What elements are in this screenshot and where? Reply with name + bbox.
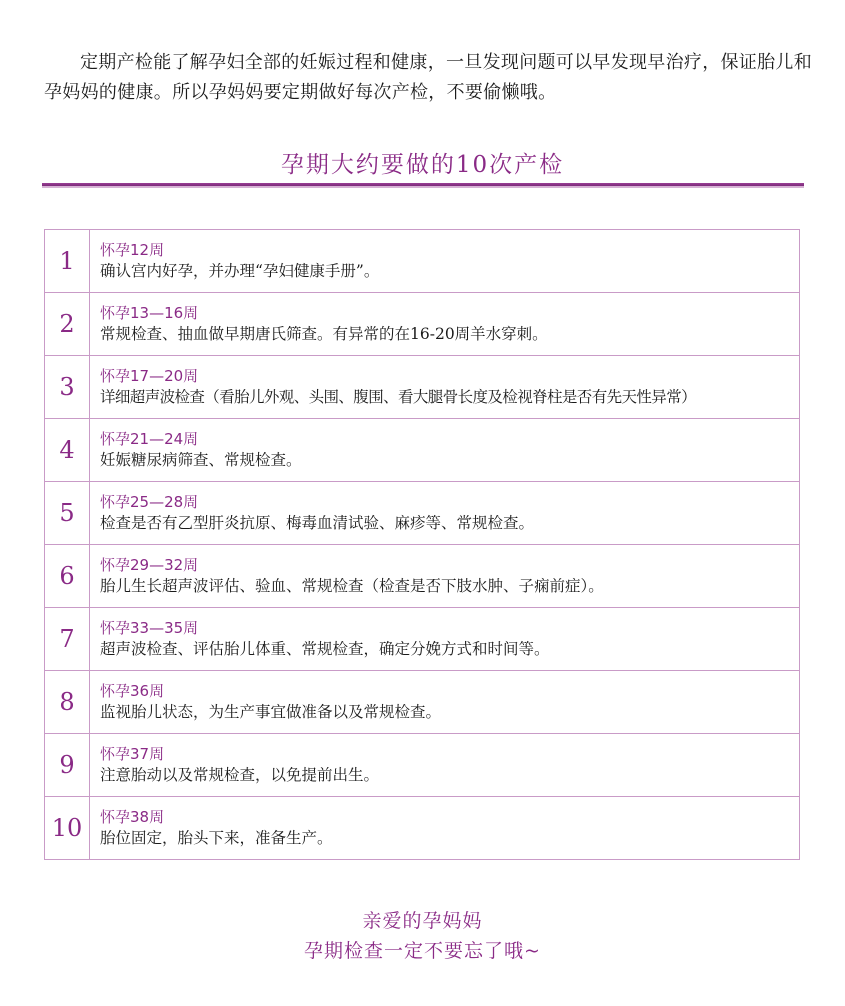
checkup-cell bbox=[90, 734, 800, 797]
checkup-number: 8 bbox=[45, 671, 90, 734]
closing-line-2: 孕期检查一定不要忘了哦~ bbox=[304, 940, 541, 962]
checkup-cell bbox=[90, 419, 800, 482]
checkup-description: 监视胎儿状态，为生产事宜做准备以及常规检查。 bbox=[100, 703, 442, 721]
table-row bbox=[45, 230, 800, 293]
closing-message bbox=[0, 906, 845, 966]
intro-paragraph: 定期产检能了解孕妇全部的妊娠过程和健康，一旦发现问题可以早发现早治疗，保证胎儿和孕妈妈的健康。所以孕妈妈要定期做好每次产检，不要偷懒哦。 bbox=[44, 52, 812, 103]
table-row bbox=[45, 734, 800, 797]
checkup-number: 6 bbox=[45, 545, 90, 608]
intro-text bbox=[44, 48, 814, 108]
checkup-week: 怀孕38周 bbox=[100, 808, 165, 826]
section-title: 孕期大约要做的10次产检 bbox=[280, 152, 565, 178]
checkup-number: 7 bbox=[45, 608, 90, 671]
checkup-description: 胎儿生长超声波评估、验血、常规检查（检查是否下肢水肿、子痫前症）。 bbox=[100, 577, 604, 595]
checkup-description: 确认宫内好孕，并办理“孕妇健康手册”。 bbox=[100, 262, 380, 280]
checkup-description: 超声波检查、评估胎儿体重、常规检查，确定分娩方式和时间等。 bbox=[100, 640, 550, 658]
checkup-description: 检查是否有乙型肝炎抗原、梅毒血清试验、麻疹等、常规检查。 bbox=[100, 514, 535, 532]
checkup-number: 3 bbox=[45, 356, 90, 419]
table-row bbox=[45, 608, 800, 671]
checkup-cell bbox=[90, 671, 800, 734]
table-row bbox=[45, 797, 800, 860]
checkup-description: 详细超声波检查（看胎儿外观、头围、腹围、看大腿骨长度及检视脊柱是否有先天性异常） bbox=[100, 388, 697, 406]
table-row bbox=[45, 419, 800, 482]
title-divider-shadow bbox=[42, 186, 804, 188]
table-row bbox=[45, 356, 800, 419]
checkup-week: 怀孕12周 bbox=[100, 241, 165, 259]
checkup-cell bbox=[90, 356, 800, 419]
table-row bbox=[45, 545, 800, 608]
table-row bbox=[45, 293, 800, 356]
table-row bbox=[45, 482, 800, 545]
checkup-week: 怀孕21—24周 bbox=[100, 430, 199, 448]
checkup-number: 2 bbox=[45, 293, 90, 356]
checkup-week: 怀孕33—35周 bbox=[100, 619, 199, 637]
checkup-week: 怀孕37周 bbox=[100, 745, 165, 763]
checkup-cell bbox=[90, 545, 800, 608]
checkup-week: 怀孕13—16周 bbox=[100, 304, 199, 322]
checkup-cell bbox=[90, 797, 800, 860]
checkup-description: 注意胎动以及常规检查，以免提前出生。 bbox=[100, 766, 380, 784]
checkup-cell bbox=[90, 608, 800, 671]
checkup-number: 1 bbox=[45, 230, 90, 293]
checkup-week: 怀孕36周 bbox=[100, 682, 165, 700]
checkup-cell bbox=[90, 482, 800, 545]
checkup-description: 妊娠糖尿病筛查、常规检查。 bbox=[100, 451, 302, 469]
checkup-week: 怀孕29—32周 bbox=[100, 556, 199, 574]
checkup-number: 9 bbox=[45, 734, 90, 797]
checkup-description: 胎位固定，胎头下来，准备生产。 bbox=[100, 829, 333, 847]
checkup-description: 常规检查、抽血做早期唐氏筛查。有异常的在16-20周羊水穿刺。 bbox=[100, 325, 548, 343]
checkup-number: 4 bbox=[45, 419, 90, 482]
checkup-cell bbox=[90, 230, 800, 293]
checkup-cell bbox=[90, 293, 800, 356]
checkup-number: 5 bbox=[45, 482, 90, 545]
checkup-number: 10 bbox=[45, 797, 90, 860]
checkup-week: 怀孕25—28周 bbox=[100, 493, 199, 511]
table-row bbox=[45, 671, 800, 734]
checkup-table bbox=[44, 229, 800, 860]
closing-line-1: 亲爱的孕妈妈 bbox=[362, 910, 483, 932]
checkup-week: 怀孕17—20周 bbox=[100, 367, 199, 385]
